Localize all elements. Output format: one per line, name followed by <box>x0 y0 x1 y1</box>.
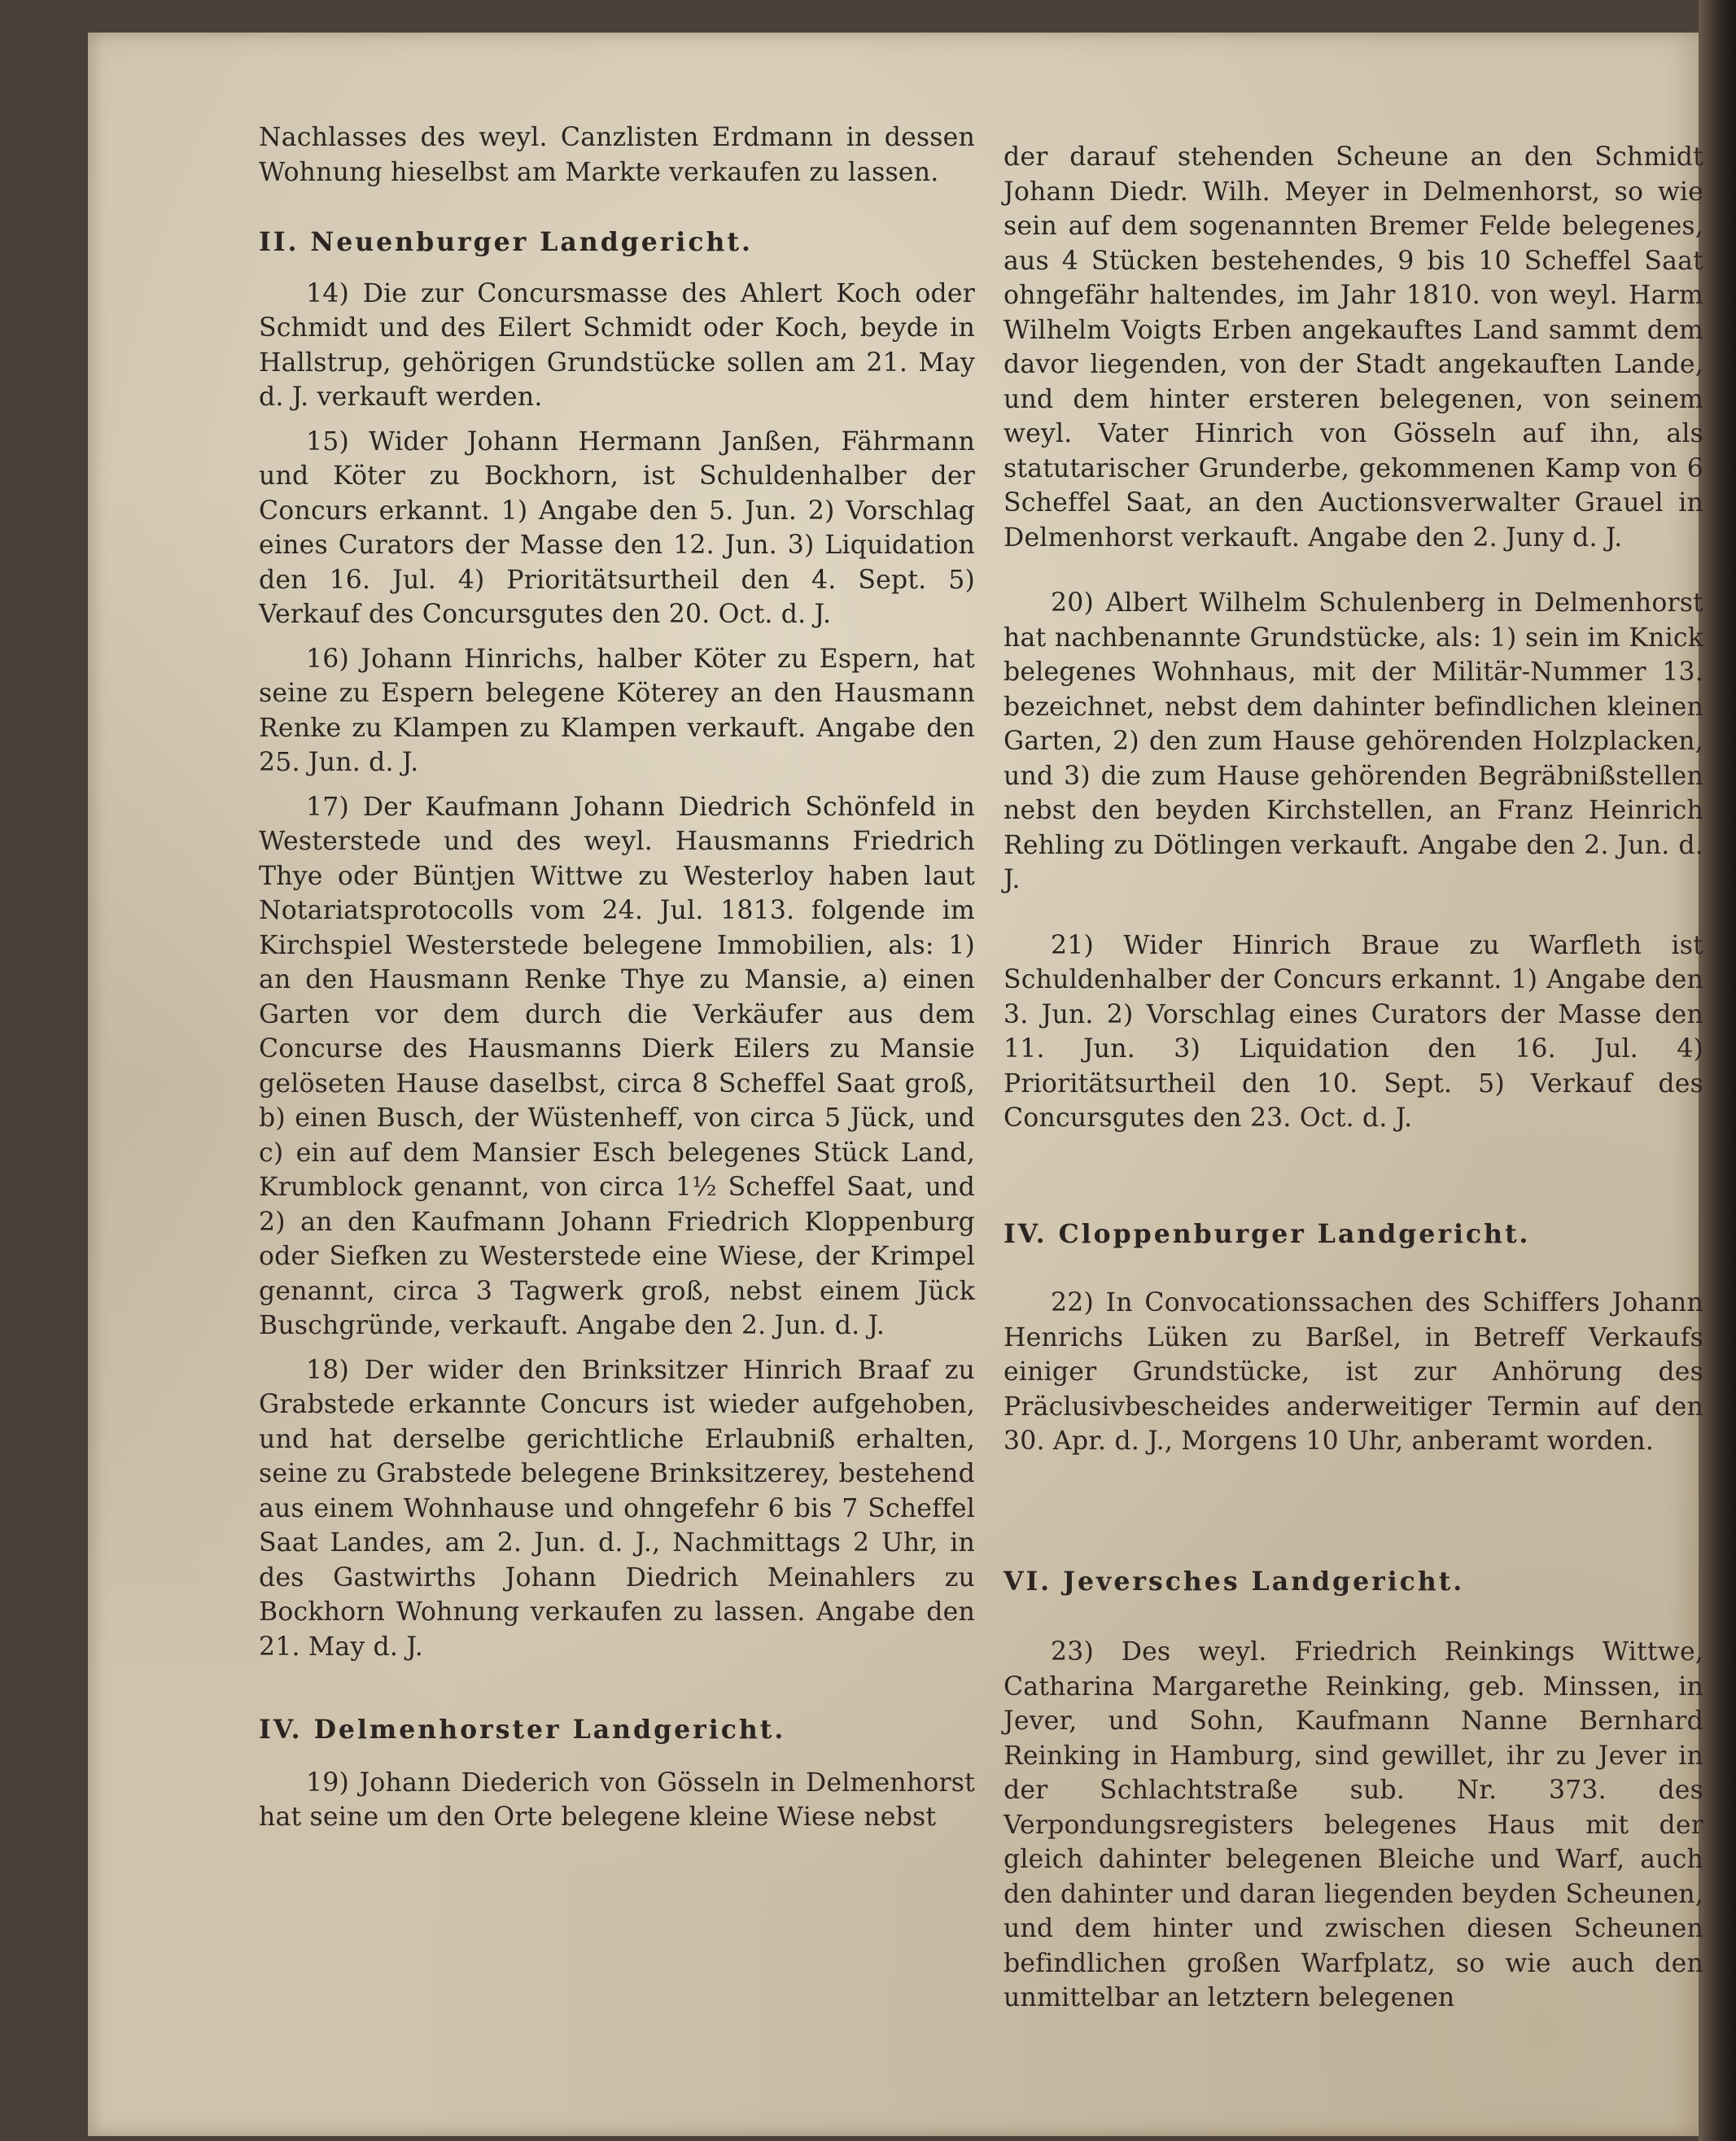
paragraph-19-continuation: der darauf stehenden Scheune an den Schmidt Johann Diedr. Wilh. Meyer in Delmenhorst, so wie sein auf dem sogenannten Bremer Felde belegenes, aus 4 Stücken bestehendes, 9 bis 10 Scheffel Saat ohngefähr haltendes, im Jahr 1810. von weyl. Harm Wilhelm Voigts Erben angekauftes Land sammt dem davor liegenden, von der Stadt angekauften Lande, und dem hinter ersteren belegenen, von seinem weyl. Vater Hinrich von Gösseln auf ihn, als statutarischer Grunderbe, gekommenen Kamp von 6 Scheffel Saat, an den Auctionsverwalter Grauel in Delmenhorst verkauft. Angabe den 2. Juny d. J. <box>1004 142 1703 553</box>
paragraph-15: 15) Wider Johann Hermann Janßen, Fährmann und Köter zu Bockhorn, ist Schuldenhalber der Concurs erkannt. 1) Angabe den 5. Jun. 2) Vorschlag eines Curators der Masse den 12. Jun. 3) Liquidation den 16. Jul. 4) Prioritätsurtheil den 4. Sept. 5) Verkauf des Concursgutes den 20. Oct. d. J. <box>259 426 975 629</box>
paragraph-22: 22) In Convocationssachen des Schiffers Johann Henrichs Lüken zu Barßel, in Betreff Verkaufs einiger Grundstücke, ist zur Anhörung des Präclusivbescheides anderweitiger Termin auf den 30. Apr. d. J., Morgens 10 Uhr, anberamt worden. <box>1004 1288 1703 1456</box>
left-column <box>259 120 975 1835</box>
section-heading-cloppenburg: IV. Cloppenburger Landgericht. <box>1004 1218 1531 1249</box>
right-column <box>1004 140 1703 2016</box>
section-heading-neuenburg: II. Neuenburger Landgericht. <box>259 227 753 257</box>
paragraph-23: 23) Des weyl. Friedrich Reinkings Wittwe, Catharina Margarethe Reinking, geb. Minssen, in Jever, und Sohn, Kaufmann Nanne Bernhard Reinking in Hamburg, sind gewillet, ihr zu Jever in der Schlachtstraße sub. Nr. 373. des Verpondungsregisters belegenes Haus mit der gleich dahinter belegenen Bleiche und Warf, auch den dahinter und daran liegenden beyden Scheunen, und dem hinter und zwischen diesen Scheunen befindlichen großen Warfplatz, so wie auch den unmittelbar an letztern belegenen <box>1004 1637 1703 2012</box>
paragraph-21: 21) Wider Hinrich Braue zu Warfleth ist Schuldenhalber der Concurs erkannt. 1) Angabe den 3. Jun. 2) Vorschlag eines Curators der Masse den 11. Jun. 3) Liquidation den 16. Jul. 4) Prioritätsurtheil den 10. Sept. 5) Verkauf des Concursgutes den 23. Oct. d. J. <box>1004 930 1703 1133</box>
paragraph-20: 20) Albert Wilhelm Schulenberg in Delmenhorst hat nachbenannte Grundstücke, als: 1) sein im Knick belegenes Wohnhaus, mit der Militär-Nummer 13. bezeichnet, nebst dem dahinter befindlichen kleinen Garten, 2) den zum Hause gehörenden Holzplacken, und 3) die zum Hause gehörenden Begräbnißstellen nebst den beyden Kirchstellen, an Franz Heinrich Rehling zu Dötlingen verkauft. Angabe den 2. Jun. d. J. <box>1004 588 1703 894</box>
section-heading-jever: VI. Jeversches Landgericht. <box>1004 1566 1465 1597</box>
paragraph-16: 16) Johann Hinrichs, halber Köter zu Espern, hat seine zu Espern belegene Köterey an den Hausmann Renke zu Klampen zu Klampen verkauft. Angabe den 25. Jun. d. J. <box>259 644 975 777</box>
paragraph-19: 19) Johann Diederich von Gösseln in Delmenhorst hat seine um den Orte belegene kleine Wiese nebst <box>259 1767 975 1832</box>
paragraph-18: 18) Der wider den Brinksitzer Hinrich Braaf zu Grabstede erkannte Concurs ist wieder aufgehoben, und hat derselbe gerichtliche Erlaubniß erhalten, seine zu Grabstede belegene Brinksitzerey, bestehend aus einem Wohnhause und ohngefehr 6 bis 7 Scheffel Saat Landes, am 2. Jun. d. J., Nachmittags 2 Uhr, in des Gastwirths Johann Diedrich Meinahlers zu Bockhorn Wohnung verkaufen zu lassen. Angabe den 21. May d. J. <box>259 1355 975 1662</box>
paragraph-17: 17) Der Kaufmann Johann Diedrich Schönfeld in Westerstede und des weyl. Hausmanns Friedrich Thye oder Büntjen Wittwe zu Westerloy haben laut Notariatsprotocolls vom 24. Jul. 1813. folgende im Kirchspiel Westerstede belegene Immobilien, als: 1) an den Hausmann Renke Thye zu Mansie, a) einen Garten vor dem durch die Verkäufer aus dem Concurse des Hausmanns Dierk Eilers zu Mansie gelöseten Hause daselbst, circa 8 Scheffel Saat groß, b) einen Busch, der Wüstenheff, von circa 5 Jück, und c) ein auf dem Mansier Esch belegenes Stück Land, Krumblock genannt, von circa 1½ Scheffel Saat, und 2) an den Kaufmann Johann Friedrich Kloppenburg oder Siefken zu Westerstede eine Wiese, der Krimpel genannt, circa 3 Tagwerk groß, nebst einem Jück Buschgründe, verkauft. Angabe den 2. Jun. d. J. <box>259 792 975 1340</box>
paragraph-continuation: Nachlasses des weyl. Canzlisten Erdmann in dessen Wohnung hieselbst am Markte verkaufen zu lassen. <box>259 123 975 187</box>
paragraph-14: 14) Die zur Concursmasse des Ahlert Koch oder Schmidt und des Eilert Schmidt oder Koch, beyde in Hallstrup, gehörigen Grundstücke sollen am 21. May d. J. verkauft werden. <box>259 278 975 412</box>
section-heading-delmenhorst: IV. Delmenhorster Landgericht. <box>259 1715 786 1745</box>
book-spine-edge <box>1699 0 1736 2141</box>
